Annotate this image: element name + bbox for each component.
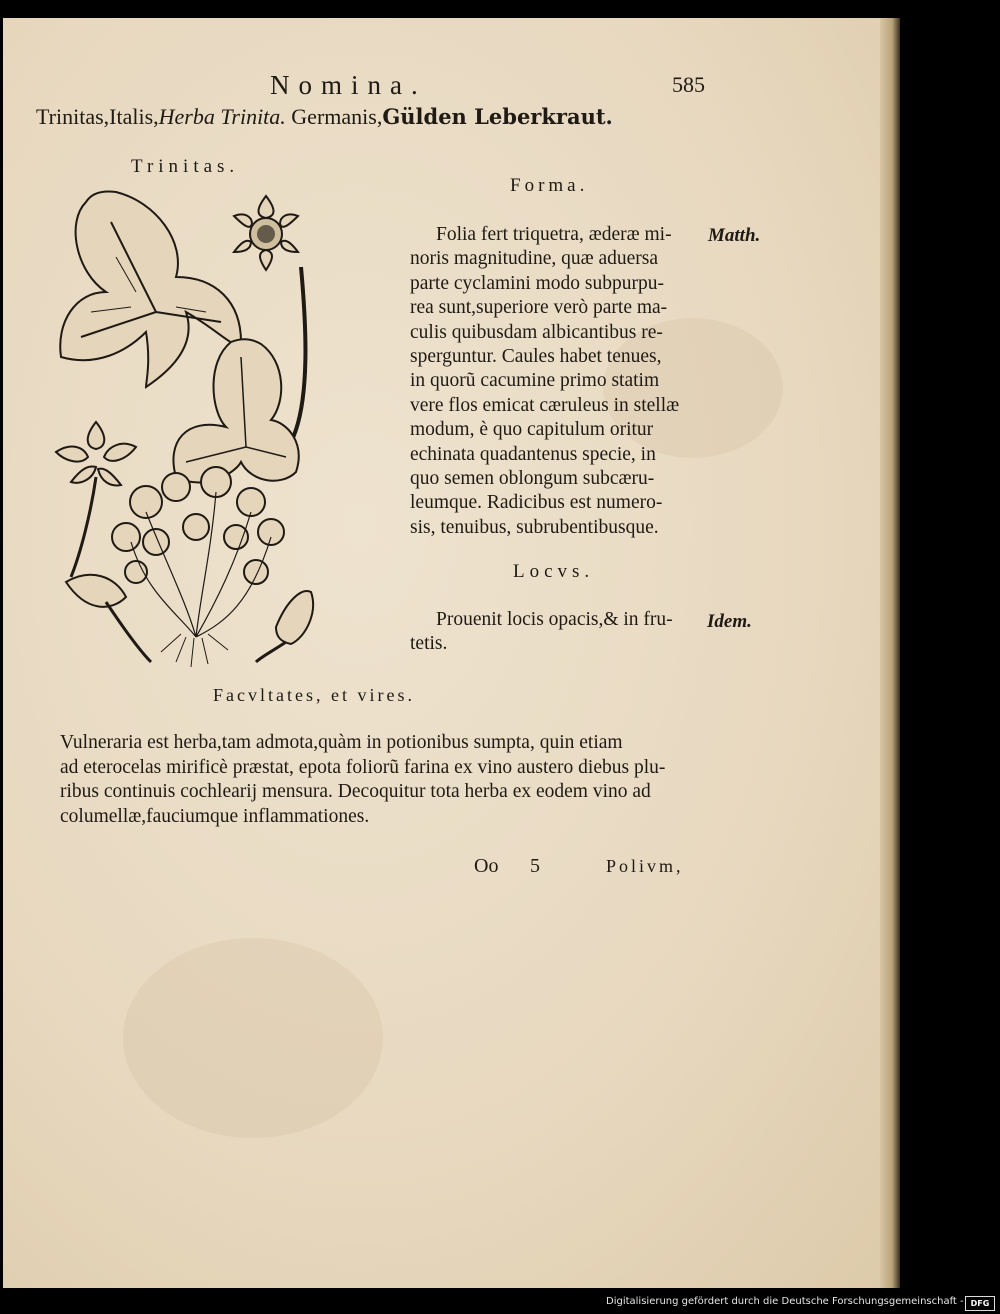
signature-mark: Oo bbox=[474, 855, 499, 877]
text-line: Vulneraria est herba,tam admota,quàm in potionibus sumpta, quin etiam bbox=[60, 732, 623, 753]
text-line: Prouenit locis opacis,& in fru- bbox=[436, 609, 673, 630]
dfg-logo-icon: DFG bbox=[965, 1296, 995, 1311]
digitization-credit: Digitalisierung gefördert durch die Deutsche Forschungsgemeinschaft - bbox=[606, 1296, 964, 1307]
text-line: leumque. Radicibus est numero- bbox=[410, 492, 663, 514]
page-number: 585 bbox=[672, 72, 705, 97]
title-germanis: Germanis, bbox=[285, 104, 383, 129]
margin-note-idem: Idem. bbox=[707, 611, 752, 632]
text-line: parte cyclamini modo subpurpu- bbox=[410, 272, 664, 294]
paper-stain bbox=[123, 938, 383, 1138]
running-head: Nomina. bbox=[270, 70, 427, 100]
woodcut-plant-illustration bbox=[36, 182, 336, 682]
paragraph-forma bbox=[410, 223, 679, 540]
paragraph-facultates bbox=[60, 731, 665, 829]
text-line: in quorũ cacumine primo statim bbox=[410, 370, 660, 392]
text-line: sis, tenuibus, subrubentibusque. bbox=[410, 516, 659, 538]
signature-number: 5 bbox=[530, 855, 540, 877]
text-line: ad eterocelas mirificè præstat, epota foliorũ farina ex vino austero diebus plu- bbox=[60, 756, 666, 778]
text-line: tetis. bbox=[410, 633, 448, 655]
heading-forma: Forma. bbox=[510, 175, 589, 196]
text-line: noris magnitudine, quæ aduersa bbox=[410, 248, 659, 270]
title-latin: Trinitas,Italis, bbox=[36, 104, 159, 129]
text-line: Folia fert triquetra, æderæ mi- bbox=[436, 224, 672, 245]
text-line: columellæ,fauciumque inflammationes. bbox=[60, 805, 370, 827]
paragraph-locus bbox=[410, 608, 673, 657]
text-line: culis quibusdam albicantibus re- bbox=[410, 321, 663, 343]
catchword: Polivm, bbox=[606, 856, 684, 876]
figure-label: Trinitas. bbox=[131, 156, 240, 177]
text-line: ribus continuis cochlearij mensura. Decoquitur tota herba ex eodem vino ad bbox=[60, 781, 651, 803]
text-line: vere flos emicat cæruleus in stellæ bbox=[410, 394, 680, 416]
heading-locus: Locvs. bbox=[513, 561, 595, 582]
title-italian: Herba Trinita. bbox=[158, 104, 286, 129]
text-line: modum, è quo capitulum oritur bbox=[410, 419, 654, 441]
text-line: echinata quadantenus specie, in bbox=[410, 443, 656, 465]
text-line: rea sunt,superiore verò parte ma- bbox=[410, 297, 668, 319]
title-german: Gülden Leberkraut. bbox=[382, 104, 613, 129]
page-edge bbox=[880, 18, 900, 1288]
heading-facultates: Facvltates, et vires. bbox=[213, 685, 415, 705]
text-line: sperguntur. Caules habet tenues, bbox=[410, 346, 662, 368]
title-line bbox=[36, 104, 613, 130]
text-line: quo semen oblongum subcæru- bbox=[410, 468, 655, 490]
margin-note-matth: Matth. bbox=[708, 225, 761, 246]
